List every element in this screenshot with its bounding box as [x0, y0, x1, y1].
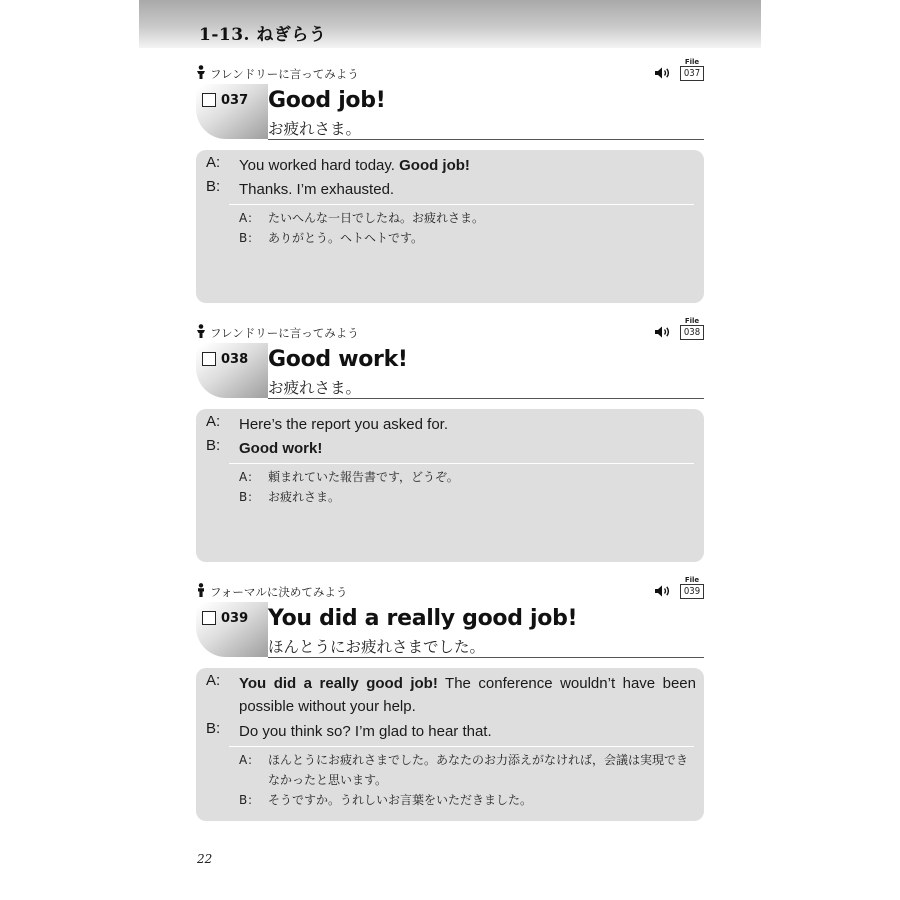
file-label: File: [684, 317, 700, 325]
chapter-number: 1-13.: [199, 25, 250, 45]
phrase-english: Good job!: [268, 88, 386, 113]
translation-speaker: A：: [239, 211, 260, 225]
speaker-label: B:: [206, 437, 221, 454]
level-label: フォーマルに決めてみよう: [210, 585, 348, 599]
speaker-icon: [654, 584, 672, 598]
title-rule: [268, 398, 704, 399]
audio-file-badge[interactable]: [654, 317, 704, 343]
chapter-header: [139, 0, 761, 48]
translation-text: ありがとう。ヘトヘトです。: [268, 231, 424, 245]
translation-speaker: A：: [239, 470, 260, 484]
phrase-japanese: お疲れさま。: [268, 120, 362, 138]
dialog-text-plain: You worked hard today.: [239, 157, 400, 174]
translation-text: ほんとうにお疲れさまでした。あなたのお力添えがなければ，会議は実現できなかったと思います。: [268, 753, 689, 787]
translation-speaker: B：: [239, 793, 260, 807]
phrase-japanese: ほんとうにお疲れさまでした。: [268, 638, 486, 656]
title-rule: [268, 139, 704, 140]
checkbox[interactable]: [202, 352, 216, 366]
dialog-text-bold: Good work!: [239, 440, 323, 457]
dialog-rule: [229, 204, 694, 205]
translation-text: たいへんな一日でしたね。お疲れさま。: [268, 211, 485, 225]
chapter-name: ねぎらう: [256, 25, 327, 45]
casual-person-icon: [196, 65, 206, 79]
dialog-text: [239, 437, 696, 460]
dialog-text-bold: Good job!: [399, 157, 470, 174]
speaker-label: A:: [206, 672, 221, 689]
file-number: 038: [680, 325, 704, 340]
dialog-text-plain: Here’s the report you asked for.: [239, 416, 449, 433]
dialog-text: [239, 720, 696, 743]
translation-speaker: B：: [239, 231, 260, 245]
entry-number: 039: [221, 611, 249, 626]
dialog-rule: [229, 463, 694, 464]
title-rule: [268, 657, 704, 658]
speaker-label: B:: [206, 720, 221, 737]
file-number: 039: [680, 584, 704, 599]
speaker-icon: [654, 325, 672, 339]
file-number: 037: [680, 66, 704, 81]
translation-speaker: A：: [239, 753, 260, 767]
speaker-icon: [654, 66, 672, 80]
entry-tab: [196, 84, 268, 139]
speaker-label: A:: [206, 154, 221, 171]
translation-text: お疲れさま。: [268, 490, 341, 504]
translation-speaker: B：: [239, 490, 260, 504]
entry-number: 037: [221, 93, 249, 108]
dialog-text-plain: The conference wouldn’t have been possible without your help.: [239, 675, 696, 715]
chapter-title: [199, 20, 326, 45]
dialog-text: [239, 178, 696, 201]
casual-person-icon: [196, 324, 206, 338]
level-row: [196, 58, 704, 82]
formal-person-icon: [196, 583, 206, 597]
dialog-text-plain: Do you think so? I’m glad to hear that.: [239, 723, 492, 740]
level-label: フレンドリーに言ってみよう: [210, 326, 359, 340]
audio-file-badge[interactable]: [654, 58, 704, 84]
checkbox[interactable]: [202, 93, 216, 107]
book-page: [139, 0, 761, 900]
file-label: File: [684, 58, 700, 66]
audio-file-badge[interactable]: [654, 576, 704, 602]
dialog-text: [239, 413, 696, 436]
speaker-label: A:: [206, 413, 221, 430]
dialog-box: [196, 668, 704, 821]
entry-number: 038: [221, 352, 249, 367]
entry-tab: [196, 602, 268, 657]
dialog-text-bold: You did a really good job!: [239, 675, 438, 692]
translation-text: 頼まれていた報告書です，どうぞ。: [268, 470, 459, 484]
phrase-english: You did a really good job!: [268, 606, 578, 631]
checkbox[interactable]: [202, 611, 216, 625]
speaker-label: B:: [206, 178, 221, 195]
dialog-box: [196, 409, 704, 562]
dialog-text-plain: Thanks. I’m exhausted.: [239, 181, 395, 198]
level-row: [196, 317, 704, 341]
translation-text: そうですか。うれしいお言葉をいただきました。: [268, 793, 533, 807]
level-label: フレンドリーに言ってみよう: [210, 67, 359, 81]
entry-tab: [196, 343, 268, 398]
dialog-text: [239, 672, 696, 718]
phrase-japanese: お疲れさま。: [268, 379, 362, 397]
dialog-text: [239, 154, 696, 177]
dialog-box: [196, 150, 704, 303]
file-label: File: [684, 576, 700, 584]
level-row: [196, 576, 704, 600]
phrase-english: Good work!: [268, 347, 408, 372]
dialog-rule: [229, 746, 694, 747]
page-number: 22: [197, 852, 213, 866]
